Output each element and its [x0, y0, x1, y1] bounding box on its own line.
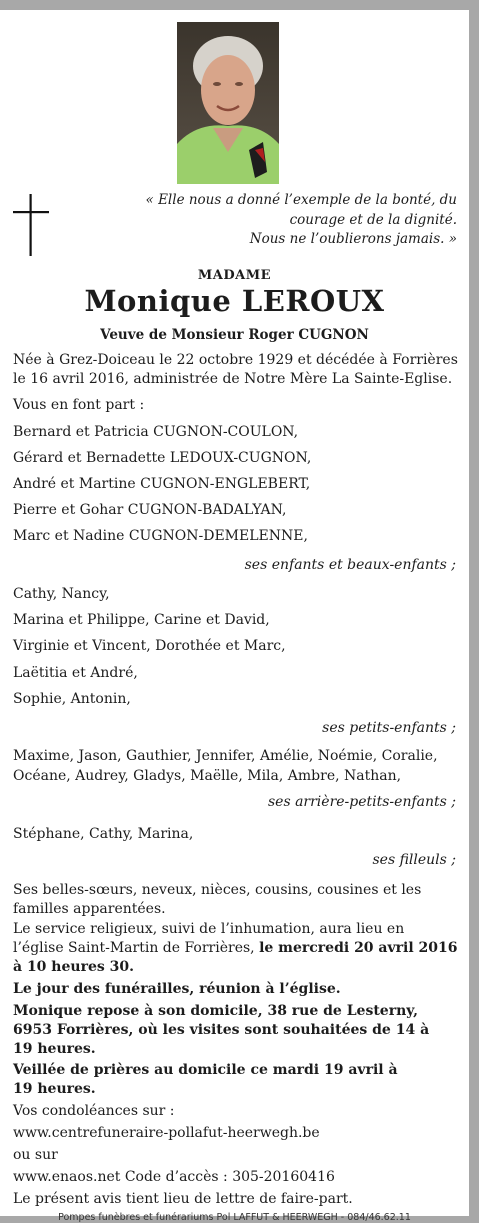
- service-date: le mercredi 20 avril 2016: [259, 940, 458, 956]
- children-item: Bernard et Patricia CUGNON-COULON,: [13, 424, 299, 440]
- godchildren: Stéphane, Cathy, Marina,: [13, 826, 194, 842]
- children-item: Pierre et Gohar CUGNON-BADALYAN,: [13, 502, 287, 518]
- announcement: Vous en font part :: [13, 397, 145, 413]
- children-label: ses enfants et beaux-enfants ;: [244, 557, 456, 573]
- widow-of: Veuve de Monsieur Roger CUGNON: [100, 327, 369, 343]
- children-item: Marc et Nadine CUGNON-DEMELENNE,: [13, 528, 308, 544]
- grandchildren-label: ses petits-enfants ;: [322, 720, 456, 736]
- birth-death-line: le 16 avril 2016, administrée de Notre Mère La Sainte-Eglise.: [13, 371, 453, 387]
- funeral-home-footer: Pompes funèbres et funérariums Pol LAFFUT & HEERWEGH - 084/46.62.11: [58, 1212, 411, 1223]
- honorific: MADAME: [197, 268, 272, 283]
- godchildren-label: ses filleuls ;: [372, 852, 456, 868]
- quote-line: « Elle nous a donné l’exemple de la bonté, du: [145, 192, 457, 208]
- notice-statement: Le présent avis tient lieu de lettre de faire-part.: [13, 1191, 353, 1207]
- relatives-line: Ses belles-sœurs, neveux, nièces, cousins, cousines et les: [13, 882, 422, 898]
- portrait-photo: [177, 22, 279, 184]
- grandchildren-item: Virginie et Vincent, Dorothée et Marc,: [13, 638, 286, 654]
- service-line: [13, 939, 457, 959]
- visits-line: 6953 Forrières, où les visites sont souhaitées de 14 à: [13, 1022, 430, 1038]
- grandchildren-item: Laëtitia et André,: [13, 665, 138, 681]
- children-item: André et Martine CUGNON-ENGLEBERT,: [13, 476, 311, 492]
- vigil-line: Veillée de prières au domicile ce mardi 19 avril à: [13, 1062, 398, 1078]
- grandchildren-item: Marina et Philippe, Carine et David,: [13, 612, 270, 628]
- deceased-name: Monique LEROUX: [84, 284, 385, 318]
- quote-line: courage et de la dignité.: [289, 211, 457, 228]
- visits-line: 19 heures.: [13, 1041, 96, 1057]
- great-grandchildren-label: ses arrière-petits-enfants ;: [267, 794, 456, 810]
- visits-line: Monique repose à son domicile, 38 rue de Lesterny,: [13, 1003, 418, 1019]
- service-line: Le service religieux, suivi de l’inhumation, aura lieu en: [13, 921, 405, 937]
- great-grandchildren-line: Océane, Audrey, Gladys, Maëlle, Mila, Ambre, Nathan,: [13, 768, 402, 784]
- enaos-access[interactable]: www.enaos.net Code d’accès : 305-20160416: [13, 1169, 335, 1185]
- service-time: à 10 heures 30.: [13, 959, 134, 975]
- service-church: l’église Saint-Martin de Forrières,: [13, 940, 260, 956]
- epitaph-quote: [127, 191, 457, 250]
- condolences-label: Vos condoléances sur :: [13, 1103, 175, 1119]
- quote-line: Nous ne l’oublierons jamais. »: [249, 231, 457, 247]
- grandchildren-item: Cathy, Nancy,: [13, 586, 110, 602]
- relatives-line: familles apparentées.: [13, 901, 166, 917]
- or-label: ou sur: [13, 1147, 58, 1163]
- birth-death-line: Née à Grez-Doiceau le 22 octobre 1929 et décédée à Forrières: [13, 352, 458, 368]
- vigil-line: 19 heures.: [13, 1081, 96, 1097]
- great-grandchildren-line: Maxime, Jason, Gauthier, Jennifer, Amélie, Noémie, Coralie,: [13, 748, 438, 764]
- cross-icon: [13, 194, 49, 256]
- website-link[interactable]: www.centrefuneraire-pollafut-heerwegh.be: [13, 1125, 320, 1141]
- gathering-info: Le jour des funérailles, réunion à l’église.: [13, 981, 341, 997]
- grandchildren-item: Sophie, Antonin,: [13, 691, 131, 707]
- children-item: Gérard et Bernadette LEDOUX-CUGNON,: [13, 450, 312, 466]
